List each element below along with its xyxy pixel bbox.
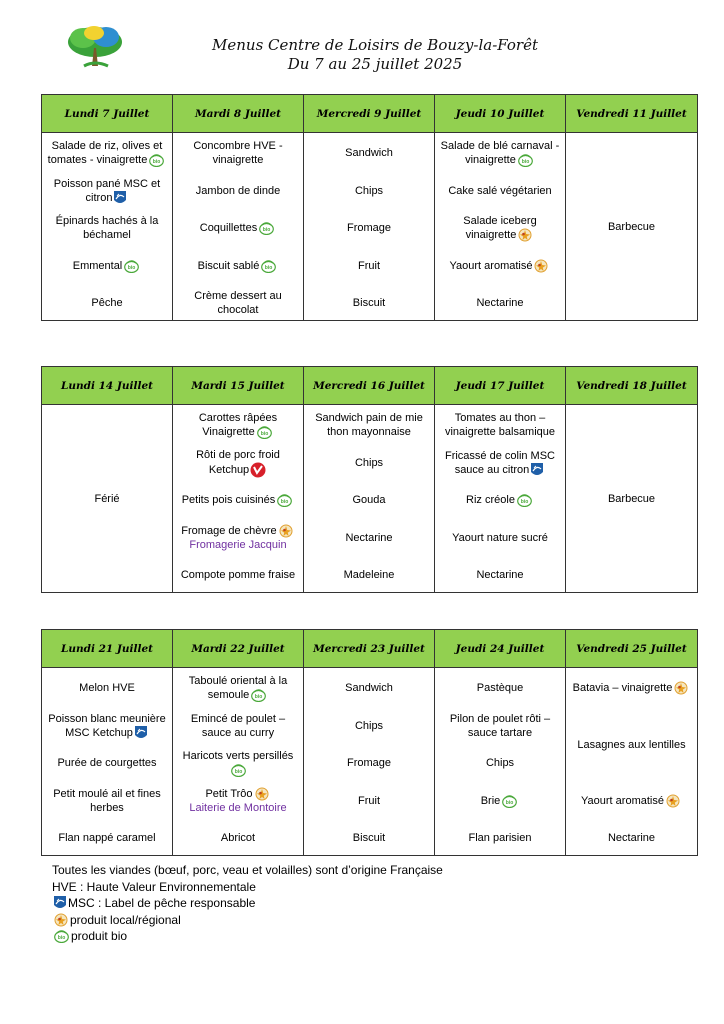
menu-item	[173, 173, 303, 209]
menu-item-text: Poisson pané MSC et citron	[53, 177, 161, 204]
day-header: Jeudi 10 Juillet	[435, 95, 566, 133]
legend-line-bio	[52, 928, 443, 945]
menu-item	[304, 708, 434, 744]
day-menu-vendredi-18-juillet	[566, 405, 698, 593]
menu-item-text: Batavia – vinaigrette	[572, 681, 673, 694]
menu-item	[42, 247, 172, 285]
legend-line-origin: Toutes les viandes (bœuf, porc, veau et volailles) sont d’origine Française	[52, 863, 443, 877]
svg-text:bio: bio	[520, 498, 529, 505]
menu-item	[173, 209, 303, 247]
title-line-1: Menus Centre de Loisirs de Bouzy-la-Forêt	[212, 36, 538, 54]
menu-item-text: Fricassé de colin MSC sauce au citron	[444, 449, 556, 476]
day-menu-mercredi-23-juillet	[304, 668, 435, 856]
menu-item-text: Fruit	[358, 260, 380, 272]
menu-item	[304, 247, 434, 285]
menu-item-text: Madeleine	[343, 568, 395, 581]
menu-item-text: Carottes râpées Vinaigrette	[198, 412, 278, 438]
menu-item-text: Biscuit	[352, 831, 386, 844]
page-title	[170, 36, 580, 74]
day-header: Lundi 14 Juillet	[42, 367, 173, 405]
menu-item	[435, 247, 565, 285]
day-menu-mercredi-9-juillet	[304, 133, 435, 321]
day-header: Mercredi 23 Juillet	[304, 630, 435, 668]
menu-item	[435, 744, 565, 782]
menu-item-text: Chips	[354, 720, 384, 732]
day-header: Vendredi 18 Juillet	[566, 367, 698, 405]
menu-item-text: Sandwich	[345, 147, 393, 159]
menu-item-text: Pastèque	[476, 682, 524, 694]
menu-item-text: Salade de riz, olives et tomates - vinaigrette	[47, 140, 163, 166]
menu-item	[304, 782, 434, 820]
menu-item	[435, 445, 565, 481]
menu-item-text: Pêche	[91, 296, 123, 309]
local-product-icon	[279, 524, 293, 538]
menu-item	[304, 820, 434, 855]
menu-item-text: Haricots verts persillés	[182, 750, 294, 762]
menu-item	[173, 285, 303, 320]
menu-item	[566, 708, 697, 782]
svg-text:bio: bio	[153, 158, 161, 165]
menu-item	[566, 820, 697, 855]
menu-item	[304, 405, 434, 445]
menu-item-text: Riz créole	[466, 494, 515, 506]
tree-logo-icon	[64, 22, 126, 70]
day-menu-lundi-7-juillet	[42, 133, 173, 321]
menu-single-item: Barbecue	[607, 220, 656, 233]
day-menu-vendredi-25-juillet	[566, 668, 698, 856]
menu-item-text: Brie	[480, 795, 501, 807]
menu-item-text: Concombre HVE - vinaigrette	[193, 140, 283, 166]
menu-item	[304, 744, 434, 782]
menu-item-text: Crème dessert au chocolat	[194, 289, 282, 316]
menu-item-text: Compote pomme fraise	[180, 568, 296, 581]
menu-item-text: Sandwich pain de mie thon mayonnaise	[315, 412, 423, 438]
day-menu-mardi-8-juillet	[173, 133, 304, 321]
label-rouge-icon	[250, 462, 266, 478]
day-header: Jeudi 17 Juillet	[435, 367, 566, 405]
menu-item-text: Petit Trôo	[205, 787, 253, 800]
legend-line-local	[52, 912, 443, 929]
day-menu-mardi-22-juillet	[173, 668, 304, 856]
msc-icon	[114, 191, 126, 205]
menu-item-text: Fromage	[346, 222, 392, 234]
menu-item-text: Petit moulé ail et fines herbes	[53, 788, 161, 814]
menu-item	[304, 173, 434, 209]
svg-text:bio: bio	[234, 768, 242, 775]
menu-item	[304, 133, 434, 173]
day-menu-mercredi-16-juillet	[304, 405, 435, 593]
menu-item-text: Sandwich	[345, 682, 393, 694]
menu-item	[173, 405, 303, 445]
bio-icon	[54, 930, 69, 943]
menu-item-text: Salade de blé carnaval - vinaigrette	[440, 140, 560, 166]
msc-icon	[135, 726, 147, 740]
menu-item	[173, 820, 303, 855]
msc-icon	[54, 896, 66, 910]
svg-text:bio: bio	[521, 158, 530, 165]
day-menu-lundi-14-juillet	[42, 405, 173, 593]
day-header: Mardi 22 Juillet	[173, 630, 304, 668]
menu-item-text: Emmental	[72, 260, 123, 272]
menu-item-text: Coquillettes	[199, 222, 258, 234]
legend-bio-text: produit bio	[71, 929, 128, 943]
menu-item-text: Melon HVE	[79, 682, 135, 694]
menu-item-text: Emincé de poulet – sauce au curry	[190, 713, 286, 739]
day-header: Lundi 7 Juillet	[42, 95, 173, 133]
menu-item-text: Biscuit	[352, 296, 386, 309]
day-header: Lundi 21 Juillet	[42, 630, 173, 668]
bio-icon	[517, 494, 532, 507]
menu-item	[42, 744, 172, 782]
svg-text:bio: bio	[128, 264, 136, 271]
local-product-icon	[255, 787, 269, 801]
menu-item	[42, 668, 172, 708]
menu-item-text: Tomates au thon – vinaigrette balsamique	[444, 412, 556, 438]
menu-item-text: Fruit	[358, 795, 380, 807]
menu-item	[435, 708, 565, 744]
menu-item	[304, 209, 434, 247]
menu-item-text: Salade iceberg vinaigrette	[463, 214, 537, 241]
day-header: Mercredi 16 Juillet	[304, 367, 435, 405]
msc-icon	[531, 463, 543, 477]
menu-item	[304, 285, 434, 320]
bio-icon	[502, 795, 517, 808]
local-product-icon	[674, 681, 688, 695]
day-header: Mardi 15 Juillet	[173, 367, 304, 405]
menu-item-text: Flan nappé caramel	[58, 831, 156, 844]
day-menu-vendredi-11-juillet	[566, 133, 698, 321]
svg-text:bio: bio	[281, 498, 289, 505]
bio-icon	[257, 426, 272, 439]
menu-item	[173, 247, 303, 285]
menu-item	[42, 708, 172, 744]
menu-item	[173, 708, 303, 744]
menu-table-week-2	[41, 366, 698, 593]
menu-item	[42, 209, 172, 247]
menu-item	[42, 285, 172, 320]
menu-item	[435, 820, 565, 855]
menu-item-text: Flan parisien	[468, 831, 532, 844]
menu-item-text: Chips	[485, 757, 515, 769]
bio-icon	[149, 154, 164, 167]
menu-item	[42, 133, 172, 173]
menu-item-text: Épinards hachés à la béchamel	[55, 215, 159, 241]
bio-icon	[518, 154, 533, 167]
menu-item	[304, 481, 434, 519]
menu-item	[173, 668, 303, 708]
menu-item-text: Lasagnes aux lentilles	[577, 739, 686, 751]
menu-item	[173, 744, 303, 782]
menu-item-text: Taboulé oriental à la semoule	[188, 675, 288, 701]
menu-item	[42, 820, 172, 855]
bio-icon	[261, 260, 276, 273]
menu-item-text: Gouda	[352, 494, 386, 506]
bio-icon	[259, 222, 274, 235]
menu-item	[566, 782, 697, 820]
day-menu-jeudi-10-juillet	[435, 133, 566, 321]
bio-icon	[231, 764, 246, 777]
day-header: Vendredi 11 Juillet	[566, 95, 698, 133]
menu-item-text: Nectarine	[476, 296, 524, 309]
menu-item	[173, 782, 303, 820]
svg-text:bio: bio	[255, 693, 263, 700]
menu-item-text: Biscuit sablé	[197, 260, 260, 272]
menu-item-text: Yaourt nature sucré	[452, 532, 548, 544]
menu-item-text: Fromage	[346, 757, 392, 769]
menu-item-text: Cake salé végétarien	[448, 185, 552, 197]
menu-item	[435, 481, 565, 519]
menu-single-item: Férié	[94, 492, 120, 505]
menu-item-text: Nectarine	[345, 532, 393, 544]
menu-item	[435, 173, 565, 209]
day-header: Vendredi 25 Juillet	[566, 630, 698, 668]
bio-icon	[124, 260, 139, 273]
producer-name: Laiterie de Montoire	[189, 802, 287, 815]
svg-text:bio: bio	[57, 934, 66, 941]
menu-item-text: Jambon de dinde	[195, 185, 281, 197]
menu-item	[435, 285, 565, 320]
menu-item-text: Chips	[354, 185, 384, 197]
menu-item	[304, 445, 434, 481]
day-menu-lundi-21-juillet	[42, 668, 173, 856]
menu-item-text: Chips	[354, 457, 384, 469]
bio-icon	[251, 689, 266, 702]
menu-item-text: Nectarine	[607, 831, 656, 844]
menu-item-text: Abricot	[220, 831, 256, 844]
svg-text:bio: bio	[262, 226, 271, 233]
menu-item-text: Purée de courgettes	[57, 757, 157, 769]
menu-item	[173, 557, 303, 592]
menu-item-text: Nectarine	[476, 568, 524, 581]
menu-item	[173, 519, 303, 557]
day-menu-jeudi-24-juillet	[435, 668, 566, 856]
menu-item	[435, 668, 565, 708]
menu-item	[42, 782, 172, 820]
day-menu-jeudi-17-juillet	[435, 405, 566, 593]
menu-item	[304, 519, 434, 557]
local-product-icon	[666, 794, 680, 808]
menu-item	[435, 557, 565, 592]
legend-line-msc	[52, 895, 443, 912]
local-product-icon	[534, 259, 548, 273]
menu-item-text: Yaourt aromatisé	[449, 259, 533, 272]
menu-item	[435, 209, 565, 247]
legend-line-hve: HVE : Haute Valeur Environnementale	[52, 879, 256, 894]
day-menu-mardi-15-juillet	[173, 405, 304, 593]
menu-item-text: Fromage de chèvre	[181, 524, 277, 537]
menu-table-week-1	[41, 94, 698, 321]
menu-item	[435, 519, 565, 557]
legend	[52, 862, 443, 945]
day-header: Jeudi 24 Juillet	[435, 630, 566, 668]
legend-local-text: produit local/régional	[70, 912, 181, 927]
legend-msc-text: MSC : Label de pêche responsable	[68, 896, 256, 910]
menu-item	[566, 668, 697, 708]
bio-icon	[277, 494, 292, 507]
svg-text:bio: bio	[506, 799, 514, 806]
day-header: Mardi 8 Juillet	[173, 95, 304, 133]
menu-item-text: Rôti de porc froid Ketchup	[196, 449, 280, 476]
producer-name: Fromagerie Jacquin	[189, 539, 287, 552]
menu-item	[304, 557, 434, 592]
menu-item	[173, 481, 303, 519]
svg-text:bio: bio	[260, 430, 268, 437]
menu-item	[304, 668, 434, 708]
menu-item	[173, 445, 303, 481]
local-product-icon	[54, 913, 68, 927]
menu-single-item: Barbecue	[607, 492, 656, 505]
menu-item	[435, 405, 565, 445]
menu-table-week-3	[41, 629, 698, 856]
menu-item-text: Pilon de poulet rôti – sauce tartare	[449, 713, 551, 739]
menu-item	[42, 173, 172, 209]
day-header: Mercredi 9 Juillet	[304, 95, 435, 133]
menu-item	[435, 133, 565, 173]
menu-item	[173, 133, 303, 173]
local-product-icon	[518, 228, 532, 242]
svg-text:bio: bio	[265, 264, 273, 271]
menu-item-text: Poisson blanc meunière MSC Ketchup	[48, 712, 166, 739]
title-line-2: Du 7 au 25 juillet 2025	[287, 55, 463, 73]
menu-item-text: Petits pois cuisinés	[181, 494, 276, 506]
menu-item-text: Yaourt aromatisé	[581, 794, 664, 807]
menu-item	[435, 782, 565, 820]
